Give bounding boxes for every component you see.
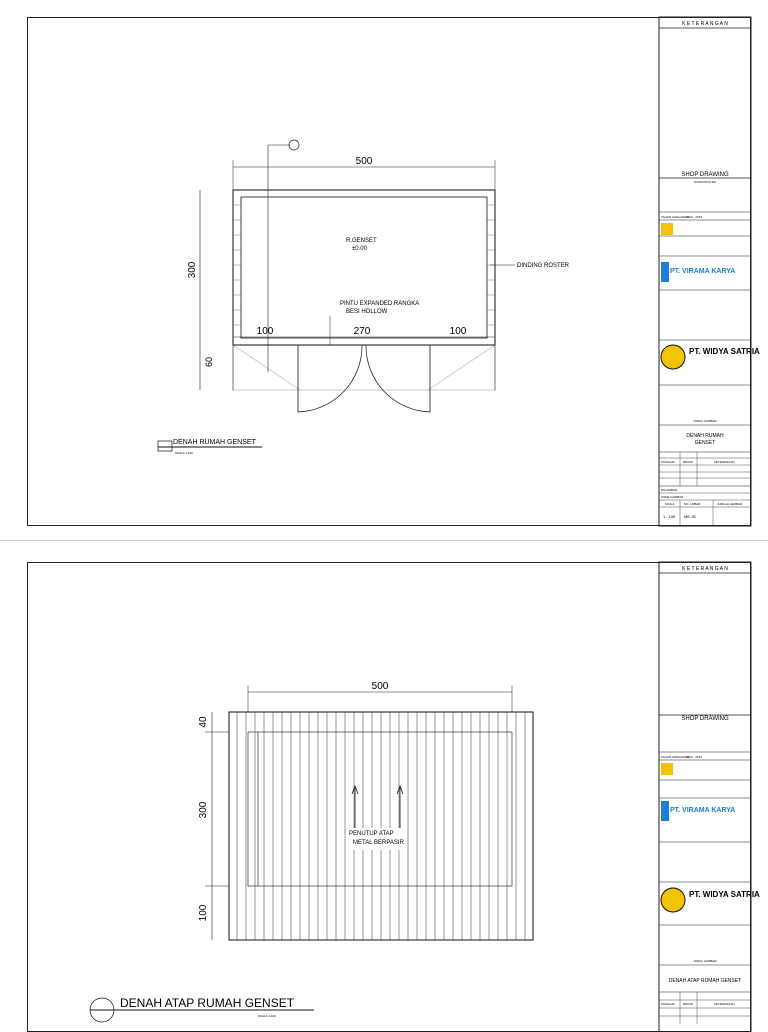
rev-head-tanggal-2: TANGGAL [661,1002,676,1006]
plan-scale: SKALA 1:100 [175,451,193,455]
kontraktor-name-2: PT. WIDYA SATRIA [689,890,760,899]
judul-label: JUDUL GAMBAR [693,419,717,423]
roof-dim-top: 500 [371,681,389,692]
sheet-denah-atap [0,560,768,1024]
rev-head-keterangan: KETERANGAN [714,460,735,464]
shop-drawing-label: SHOP DRAWING [681,172,729,178]
virama-logo-2 [661,801,669,821]
tahun-value-2: 2022 - 2023 [686,755,703,759]
dim-small-left: 60 [204,356,214,368]
judul-line-1: DENAH RUMAH [686,433,724,439]
room-label: R.GENSET [346,238,377,244]
rev-head-keterangan-2: KETERANGAN [714,1002,735,1006]
lembar-value: ME-35 [684,514,696,519]
title-marker [158,441,172,451]
roof-note-1: PENUTUP ATAP [349,831,394,837]
rev-head-revisi: REVISI [683,460,693,464]
widya-logo [661,345,685,369]
owner-logo [661,223,673,235]
supervisi-name-2: PT. VIRAMA KARYA [670,807,736,814]
dim-left: 300 [187,261,198,279]
dim-top: 500 [355,156,373,167]
widya-logo-2 [661,888,685,912]
proyek-label: NAMA PROYEK [694,180,716,184]
door-note-1: PINTU EXPANDED RANGKA [340,301,420,307]
roof-dim-left-top: 40 [198,716,209,728]
judul-label-2: JUDUL GAMBAR [693,959,717,963]
tahun-label: TAHUN ANGGARAN [661,215,689,219]
virama-logo [661,262,669,282]
rev-head-revisi-2: REVISI [683,1002,693,1006]
elevation-label: ±0.00 [352,246,367,252]
tahun-label-2: TAHUN ANGGARAN [661,755,689,759]
digambar-label: DIGAMBAR [661,488,678,492]
roof-dim-left-bot: 100 [198,904,209,922]
roof-note-2: METAL BERPASIR [353,840,404,846]
owner-logo-2 [661,763,673,775]
rev-head-tanggal: TANGGAL [661,460,676,464]
supervisi-name: PT. VIRAMA KARYA [670,268,736,275]
jumlah-lembar-header: JUMLAH LEMBAR [717,502,743,506]
keterangan-label-2: K E T E R A N G A N [682,566,728,572]
skala-value: 1 : 100 [663,514,676,519]
kontraktor-name: PT. WIDYA SATRIA [689,347,760,356]
skala-header: SKALA [665,502,675,506]
roof-dim-left-mid: 300 [198,801,209,819]
door-note-2: BESI HOLLOW [346,309,388,315]
judul-line-2-1: DENAH ATAP RUMAH GENSET [668,978,742,984]
dim-bottom-right: 100 [449,326,467,337]
no-lembar-header: NO. LMBAR [684,502,701,506]
wall-note: DINDING ROSTER [517,263,570,269]
roof-title: DENAH ATAP RUMAH GENSET [120,996,295,1010]
judul-line-2: GENSET [694,440,716,446]
dim-bottom-left: 100 [256,326,274,337]
plan-title: DENAH RUMAH GENSET [173,439,256,446]
kode-gambar-label: KODE GAMBAR [661,495,684,499]
dim-bottom-mid: 270 [353,326,371,337]
roof-scale: SKALA 1:100 [258,1014,276,1018]
roof-plan-drawing [0,560,768,1024]
shop-drawing-label-2: SHOP DRAWING [681,716,729,722]
tahun-value: 2022 - 2023 [686,215,703,219]
keterangan-label: K E T E R A N G A N [682,21,728,27]
sheet-separator [0,540,768,561]
